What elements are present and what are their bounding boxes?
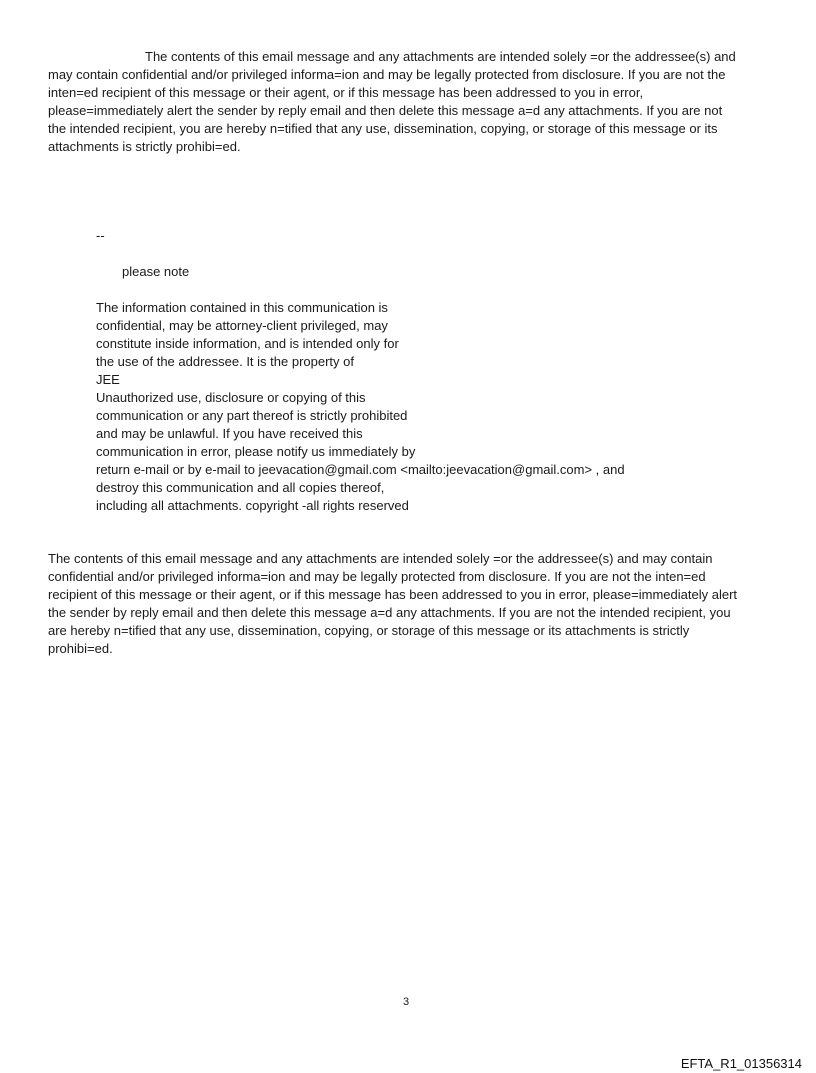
please-note-label: please note: [122, 264, 190, 279]
disclaimer-bottom-line: recipient of this message or their agent, or if this message has been addressed to you in error, please=immediately alert: [48, 587, 738, 602]
signature-email-line: return e-mail or by e-mail to jeevacation@gmail.com <mailto:jeevacation@gmail.com> , and: [96, 462, 625, 477]
disclaimer-bottom-line: are hereby n=tified that any use, dissemination, copying, or storage of this message or its attachments is strictly: [48, 623, 690, 638]
disclaimer-top-line: attachments is strictly prohibi=ed.: [48, 139, 241, 154]
disclaimer-top-line: may contain confidential and/or privileged informa=ion and may be legally protected from disclosure. If you are not the: [48, 67, 726, 82]
signature-line: Unauthorized use, disclosure or copying of this: [96, 390, 366, 405]
disclaimer-bottom-line: confidential and/or privileged informa=ion and may be legally protected from disclosure. If you are not the inten=ed: [48, 569, 706, 584]
disclaimer-top-line: The contents of this email message and any attachments are intended solely =or the addressee(s) and: [145, 49, 736, 64]
signature-line: confidential, may be attorney-client privileged, may: [96, 318, 388, 333]
signature-line: the use of the addressee. It is the property of: [96, 354, 354, 369]
signature-line: including all attachments. copyright -all rights reserved: [96, 498, 409, 513]
signature-line: constitute inside information, and is intended only for: [96, 336, 399, 351]
signature-line: The information contained in this communication is: [96, 300, 388, 315]
page-number: 3: [403, 996, 410, 1008]
disclaimer-top-line: inten=ed recipient of this message or their agent, or if this message has been addressed to you in error,: [48, 85, 644, 100]
disclaimer-bottom-line: The contents of this email message and any attachments are intended solely =or the addressee(s) and may contain: [48, 551, 713, 566]
signature-line: communication in error, please notify us immediately by: [96, 444, 416, 459]
signature-line: destroy this communication and all copies thereof,: [96, 480, 385, 495]
disclaimer-bottom-line: the sender by reply email and then delete this message a=d any attachments. If you are not the intended recipient, you: [48, 605, 731, 620]
disclaimer-top-line: the intended recipient, you are hereby n=tified that any use, dissemination, copying, or storage of this message or its: [48, 121, 718, 136]
disclaimer-top-line: please=immediately alert the sender by reply email and then delete this message a=d any attachments. If you are not: [48, 103, 723, 118]
signature-line: communication or any part thereof is strictly prohibited: [96, 408, 408, 423]
disclaimer-bottom-line: prohibi=ed.: [48, 641, 113, 656]
signature-separator: --: [96, 228, 105, 243]
document-id: EFTA_R1_01356314: [680, 1056, 802, 1071]
signature-line: JEE: [96, 372, 120, 387]
signature-line: and may be unlawful. If you have received this: [96, 426, 363, 441]
